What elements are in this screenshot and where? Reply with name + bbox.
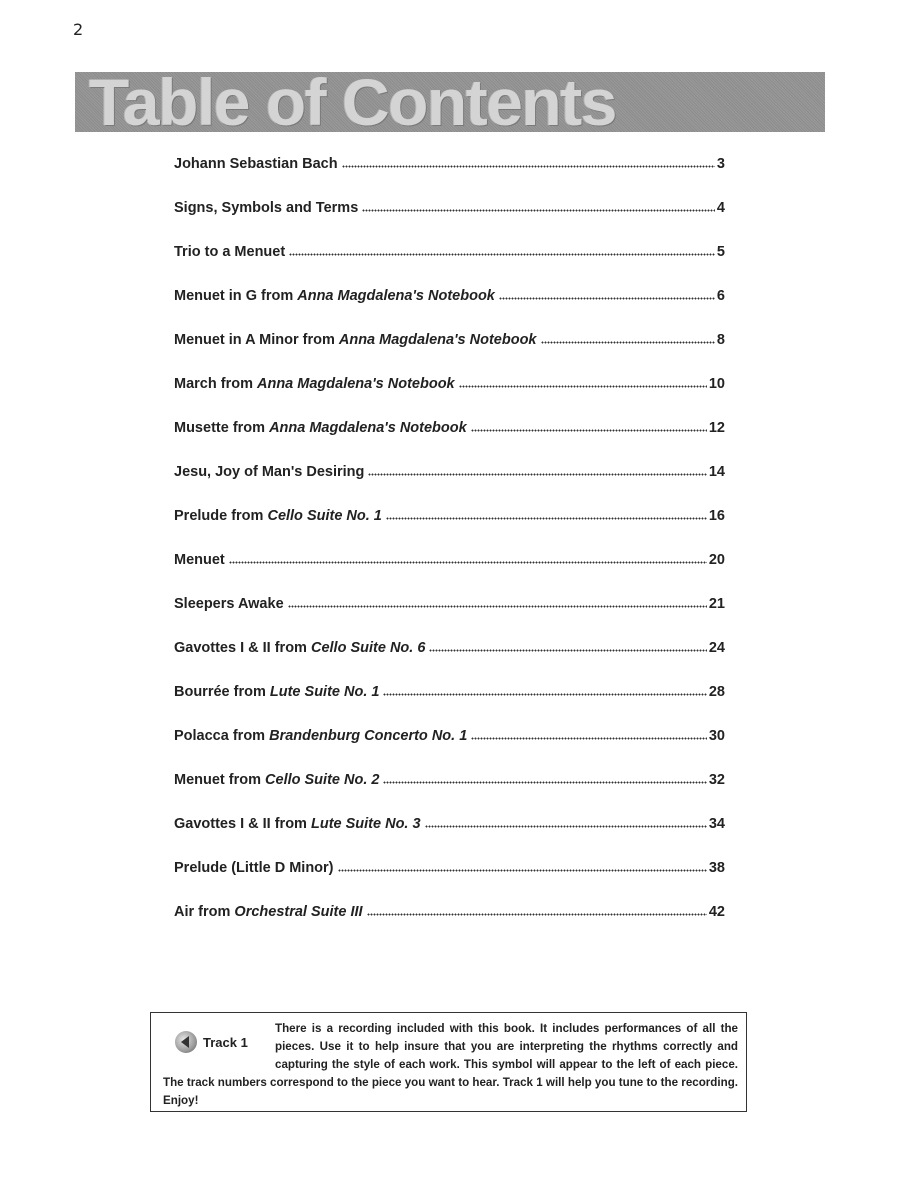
toc-entry bbox=[174, 772, 725, 816]
toc-entry-page: 38 bbox=[708, 860, 725, 876]
toc-entry bbox=[174, 508, 725, 552]
dot-leader bbox=[471, 736, 707, 740]
toc-entry-title bbox=[174, 420, 467, 436]
page-title: Table of Contents bbox=[89, 72, 616, 132]
dot-leader bbox=[289, 252, 715, 256]
dot-leader bbox=[367, 912, 707, 916]
toc-entry-title bbox=[174, 288, 495, 304]
toc-entry-title-text: Trio to a Menuet bbox=[174, 244, 286, 260]
toc-entry bbox=[174, 552, 725, 596]
toc-entry-title-text: Prelude (Little D Minor) bbox=[174, 860, 334, 876]
dot-leader bbox=[383, 692, 706, 696]
dot-leader bbox=[471, 428, 707, 432]
toc-entry-title-text: Menuet in G from bbox=[174, 288, 298, 304]
toc-entry-page: 20 bbox=[708, 552, 725, 568]
toc-entry-work-title: Anna Magdalena's Notebook bbox=[297, 288, 495, 304]
dot-leader bbox=[229, 560, 707, 564]
toc-entry-title-text: Johann Sebastian Bach bbox=[174, 156, 338, 172]
track-description: There is a recording included with this book. It includes performances of all the pieces. Use it to help insure that you are interpreting the rhythms correctly and capturing the style of each work. This symbol will appear to the left of each piece. The track numbers correspond to the piece you want to hear. Track 1 will help you tune to the recording. Enjoy! bbox=[163, 1022, 738, 1107]
toc-entry-title bbox=[174, 200, 358, 216]
toc-entry-title-text: Air from bbox=[174, 904, 235, 920]
toc-entry-work-title: Lute Suite No. 3 bbox=[310, 816, 421, 832]
toc-entry-title-text: Prelude from bbox=[174, 508, 268, 524]
toc-entry-title-text: Signs, Symbols and Terms bbox=[174, 200, 359, 216]
toc-entry-title bbox=[174, 684, 379, 700]
dot-leader bbox=[459, 384, 707, 388]
toc-entry bbox=[174, 464, 725, 508]
toc-entry-title-text: Polacca from bbox=[174, 728, 270, 744]
page-number: 2 bbox=[73, 20, 84, 39]
toc-entry-title bbox=[174, 552, 225, 568]
toc-entry-title bbox=[174, 376, 455, 392]
toc-entry-work-title: Cello Suite No. 6 bbox=[310, 640, 426, 656]
toc-entry-title bbox=[174, 772, 379, 788]
toc-entry-title-text: Menuet from bbox=[174, 772, 266, 788]
dot-leader bbox=[288, 604, 707, 608]
toc-entry bbox=[174, 244, 725, 288]
toc-entry bbox=[174, 376, 725, 420]
toc-entry-page: 5 bbox=[716, 244, 725, 260]
toc-entry-page: 30 bbox=[708, 728, 725, 744]
toc-entry-title-text: Sleepers Awake bbox=[174, 596, 284, 612]
toc-entry-title-text: Menuet bbox=[174, 552, 225, 568]
toc-entry-title-text: Gavottes I & II from bbox=[174, 640, 311, 656]
toc-entry-title bbox=[174, 244, 285, 260]
toc-entry-work-title: Cello Suite No. 1 bbox=[267, 508, 382, 524]
toc-entry-title bbox=[174, 156, 338, 172]
dot-leader bbox=[362, 208, 715, 212]
toc-entry-title-text: March from bbox=[174, 376, 257, 392]
toc-entry-work-title: Lute Suite No. 1 bbox=[269, 684, 380, 700]
toc-entry-page: 3 bbox=[716, 156, 725, 172]
dot-leader bbox=[383, 780, 706, 784]
toc-entry-work-title: Anna Magdalena's Notebook bbox=[338, 332, 537, 348]
toc-entry-work-title: Orchestral Suite III bbox=[234, 904, 363, 920]
title-banner bbox=[75, 72, 825, 132]
dot-leader bbox=[342, 164, 715, 168]
dot-leader bbox=[338, 868, 707, 872]
toc-entry bbox=[174, 816, 725, 860]
toc-entry-title-text: Musette from bbox=[174, 420, 270, 436]
toc-entry-page: 21 bbox=[708, 596, 725, 612]
toc-entry-title-text: Bourrée from bbox=[174, 684, 270, 700]
toc-entry-work-title: Anna Magdalena's Notebook bbox=[269, 420, 467, 436]
toc-entry-title bbox=[174, 332, 537, 348]
toc-entry-work-title: Cello Suite No. 2 bbox=[265, 772, 380, 788]
toc-entry bbox=[174, 332, 725, 376]
toc-entry-title bbox=[174, 860, 334, 876]
toc-entry-title-text: Gavottes I & II from bbox=[174, 816, 311, 832]
toc-entry bbox=[174, 904, 725, 948]
toc-entry-page: 28 bbox=[708, 684, 725, 700]
toc-entry-page: 42 bbox=[708, 904, 725, 920]
toc-entry-page: 32 bbox=[708, 772, 725, 788]
dot-leader bbox=[386, 516, 707, 520]
toc-entry-title-text: Menuet in A Minor from bbox=[174, 332, 339, 348]
toc-entry-title bbox=[174, 640, 425, 656]
toc-entry-page: 10 bbox=[708, 376, 725, 392]
dot-leader bbox=[429, 648, 706, 652]
dot-leader bbox=[541, 340, 715, 344]
toc-entry bbox=[174, 728, 725, 772]
dot-leader bbox=[368, 472, 706, 476]
toc-entry-page: 4 bbox=[716, 200, 725, 216]
toc-entry bbox=[174, 860, 725, 904]
toc-entry bbox=[174, 596, 725, 640]
toc-entry-page: 34 bbox=[708, 816, 725, 832]
toc-entry-title bbox=[174, 464, 364, 480]
toc-entry bbox=[174, 200, 725, 244]
toc-entry-title bbox=[174, 728, 467, 744]
toc-entry-page: 6 bbox=[716, 288, 725, 304]
toc-entry-page: 8 bbox=[716, 332, 725, 348]
toc-entry-title bbox=[174, 596, 284, 612]
dot-leader bbox=[425, 824, 707, 828]
dot-leader bbox=[499, 296, 715, 300]
toc-entry-title bbox=[174, 904, 363, 920]
table-of-contents bbox=[174, 156, 725, 948]
toc-entry-page: 24 bbox=[708, 640, 725, 656]
toc-entry-page: 14 bbox=[708, 464, 725, 480]
toc-entry bbox=[174, 156, 725, 200]
toc-entry-page: 12 bbox=[708, 420, 725, 436]
toc-entry bbox=[174, 640, 725, 684]
toc-entry-work-title: Brandenburg Concerto No. 1 bbox=[269, 728, 468, 744]
toc-entry bbox=[174, 420, 725, 464]
toc-entry bbox=[174, 288, 725, 332]
toc-entry-title-text: Jesu, Joy of Man's Desiring bbox=[174, 464, 365, 480]
toc-entry bbox=[174, 684, 725, 728]
track-label: Track 1 bbox=[203, 1034, 248, 1050]
track-info-box bbox=[150, 1012, 747, 1112]
toc-entry-work-title: Anna Magdalena's Notebook bbox=[257, 376, 455, 392]
speaker-icon bbox=[175, 1031, 197, 1053]
toc-entry-title bbox=[174, 816, 421, 832]
toc-entry-page: 16 bbox=[708, 508, 725, 524]
toc-entry-title bbox=[174, 508, 382, 524]
track-badge bbox=[175, 1031, 248, 1053]
